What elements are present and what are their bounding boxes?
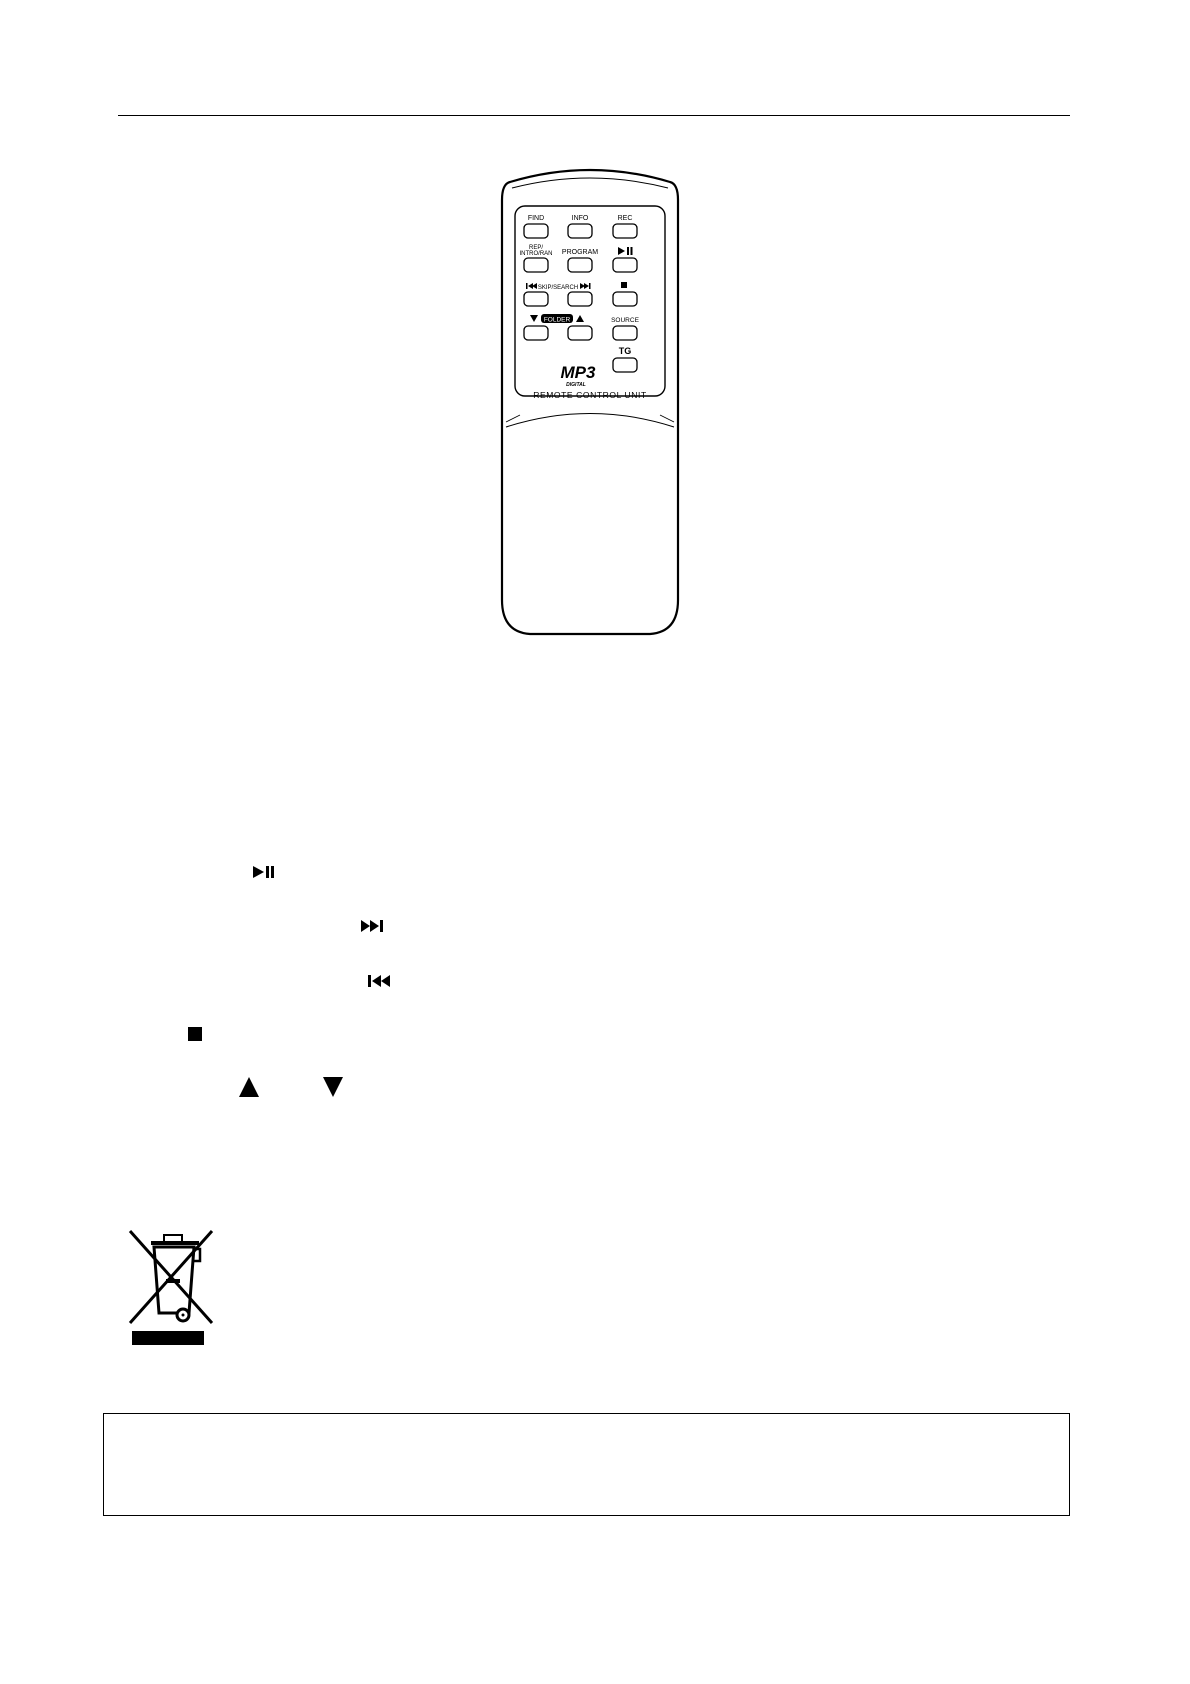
find-button-label: FIND [527,215,545,222]
play-pause-icon [252,864,276,880]
source-button-label: SOURCE [611,317,639,324]
mp3-logo-digital: DIGITAL [566,382,586,388]
rep-intro-ran-button[interactable] [524,258,548,272]
folder-up-button[interactable] [568,326,592,340]
next-track-icon [360,918,386,934]
rec-button-label: REC [617,215,633,222]
tg-button[interactable] [613,358,637,372]
crossed-out-wheelie-bin-icon [126,1227,216,1345]
tg-button-label: TG [618,346,632,356]
stop-button[interactable] [613,292,637,306]
folder-up-icon [238,1076,260,1098]
program-button-label: PROGRAM [561,249,599,256]
find-button[interactable] [524,224,548,238]
folder-down-button[interactable] [524,326,548,340]
info-button[interactable] [568,224,592,238]
folder-down-icon [322,1076,344,1098]
skip-back-button[interactable] [524,292,548,306]
info-button-label: INFO [571,215,589,222]
stop-label-icon [621,282,627,288]
intro-ran-button-label: INTRO/RAN [519,251,553,257]
remote-control-unit-label: REMOTE CONTROL UNIT [533,390,647,400]
rec-button[interactable] [613,224,637,238]
mp3-logo: MP3 [560,363,596,382]
previous-track-icon [367,973,393,989]
remote-control-illustration [490,160,690,640]
skip-forward-button[interactable] [568,292,592,306]
source-button[interactable] [613,326,637,340]
rep-button-label: REP/ [528,245,544,251]
skip-search-label: SKIP/SEARCH [537,285,579,291]
notice-box [103,1413,1070,1516]
header-rule [118,115,1070,116]
play-pause-button[interactable] [613,258,637,272]
folder-label: FOLDER [543,316,571,324]
program-button[interactable] [568,258,592,272]
stop-icon [188,1027,202,1041]
